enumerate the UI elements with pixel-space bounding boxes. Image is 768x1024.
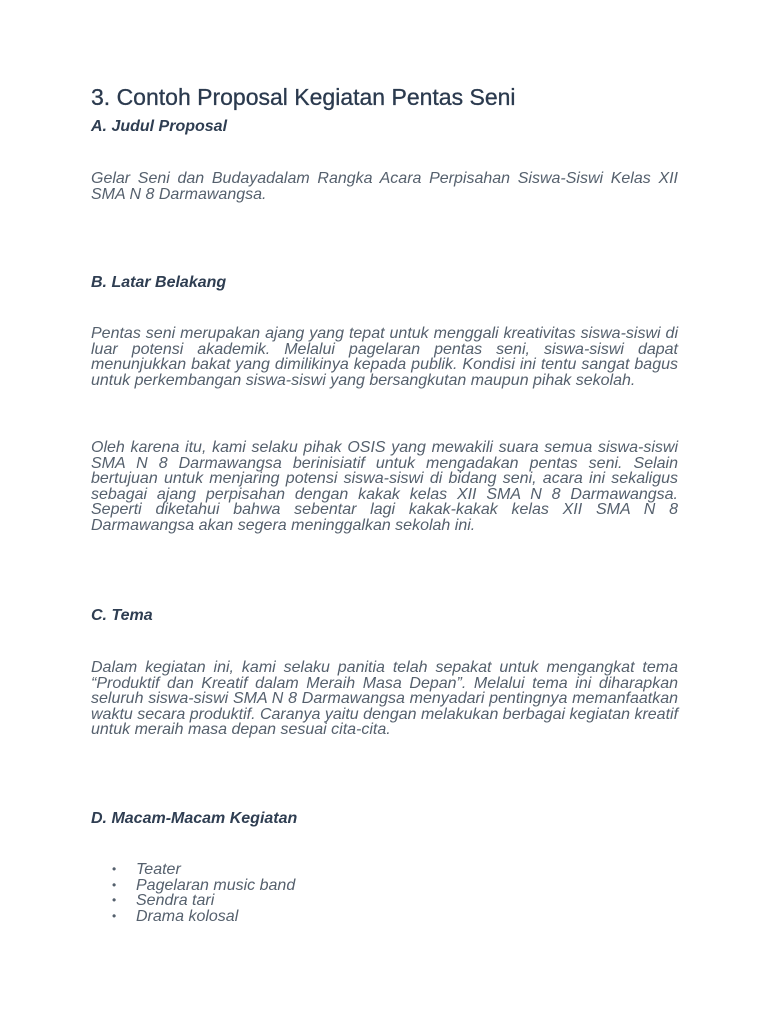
section-heading-latar-belakang: B. Latar Belakang [91, 274, 227, 291]
bullet-icon: • [112, 908, 117, 923]
bullet-icon: • [112, 862, 117, 876]
paragraph-judul-proposal: Gelar Seni dan Budayadalam Rangka Acara Perpisahan Siswa-Siswi Kelas XII SMA N 8 Darmawangsa. [91, 170, 678, 203]
list-item-label: Teater [136, 861, 181, 878]
list-item-label: Pagelaran music band [136, 876, 296, 894]
kegiatan-list [91, 862, 295, 924]
list-item [91, 862, 295, 878]
section-heading-macam-kegiatan: D. Macam-Macam Kegiatan [91, 810, 298, 827]
bullet-icon: • [112, 877, 117, 892]
list-item [91, 893, 295, 909]
list-item-label: Drama kolosal [136, 907, 239, 925]
section-heading-judul-proposal: A. Judul Proposal [91, 118, 228, 135]
paragraph-latar-belakang-2: Oleh karena itu, kami selaku pihak OSIS yang mewakili suara semua siswa-siswi SMA N 8 Darmawangsa berinisiatif untuk mengadakan pentas seni. Selain bertujuan untuk menjaring potensi siswa-siswi di bidang seni, acara ini sekaligus sebagai ajang perpisahan dengan kakak kelas XII SMA N 8 Darmawangsa. Seperti diketahui bahwa sebentar lagi kakak-kakak kelas XII SMA N 8 Darmawangsa akan segera meninggalkan sekolah ini. [91, 439, 678, 534]
paragraph-latar-belakang-1: Pentas seni merupakan ajang yang tepat untuk menggali kreativitas siswa-siswi di luar potensi akademik. Melalui pagelaran pentas seni, siswa-siswi dapat menunjukkan bakat yang dimilikinya kepada publik. Kondisi ini tentu sangat bagus untuk perkembangan siswa-siswi yang bersangkutan maupun pihak sekolah. [91, 325, 678, 389]
list-item-label: Sendra tari [136, 892, 215, 909]
list-item [91, 878, 295, 894]
bullet-icon: • [112, 893, 117, 907]
document-title: 3. Contoh Proposal Kegiatan Pentas Seni [91, 84, 516, 110]
section-heading-tema: C. Tema [91, 607, 153, 624]
paragraph-tema: Dalam kegiatan ini, kami selaku panitia telah sepakat untuk mengangkat tema “Produktif dan Kreatif dalam Meraih Masa Depan”. Melalui tema ini diharapkan seluruh siswa-siswi SMA N 8 Darmawangsa menyadari pentingnya memanfaatkan waktu secara produktif. Caranya yaitu dengan melakukan berbagai kegiatan kreatif untuk meraih masa depan sesuai cita-cita. [91, 659, 679, 738]
list-item [91, 909, 295, 925]
